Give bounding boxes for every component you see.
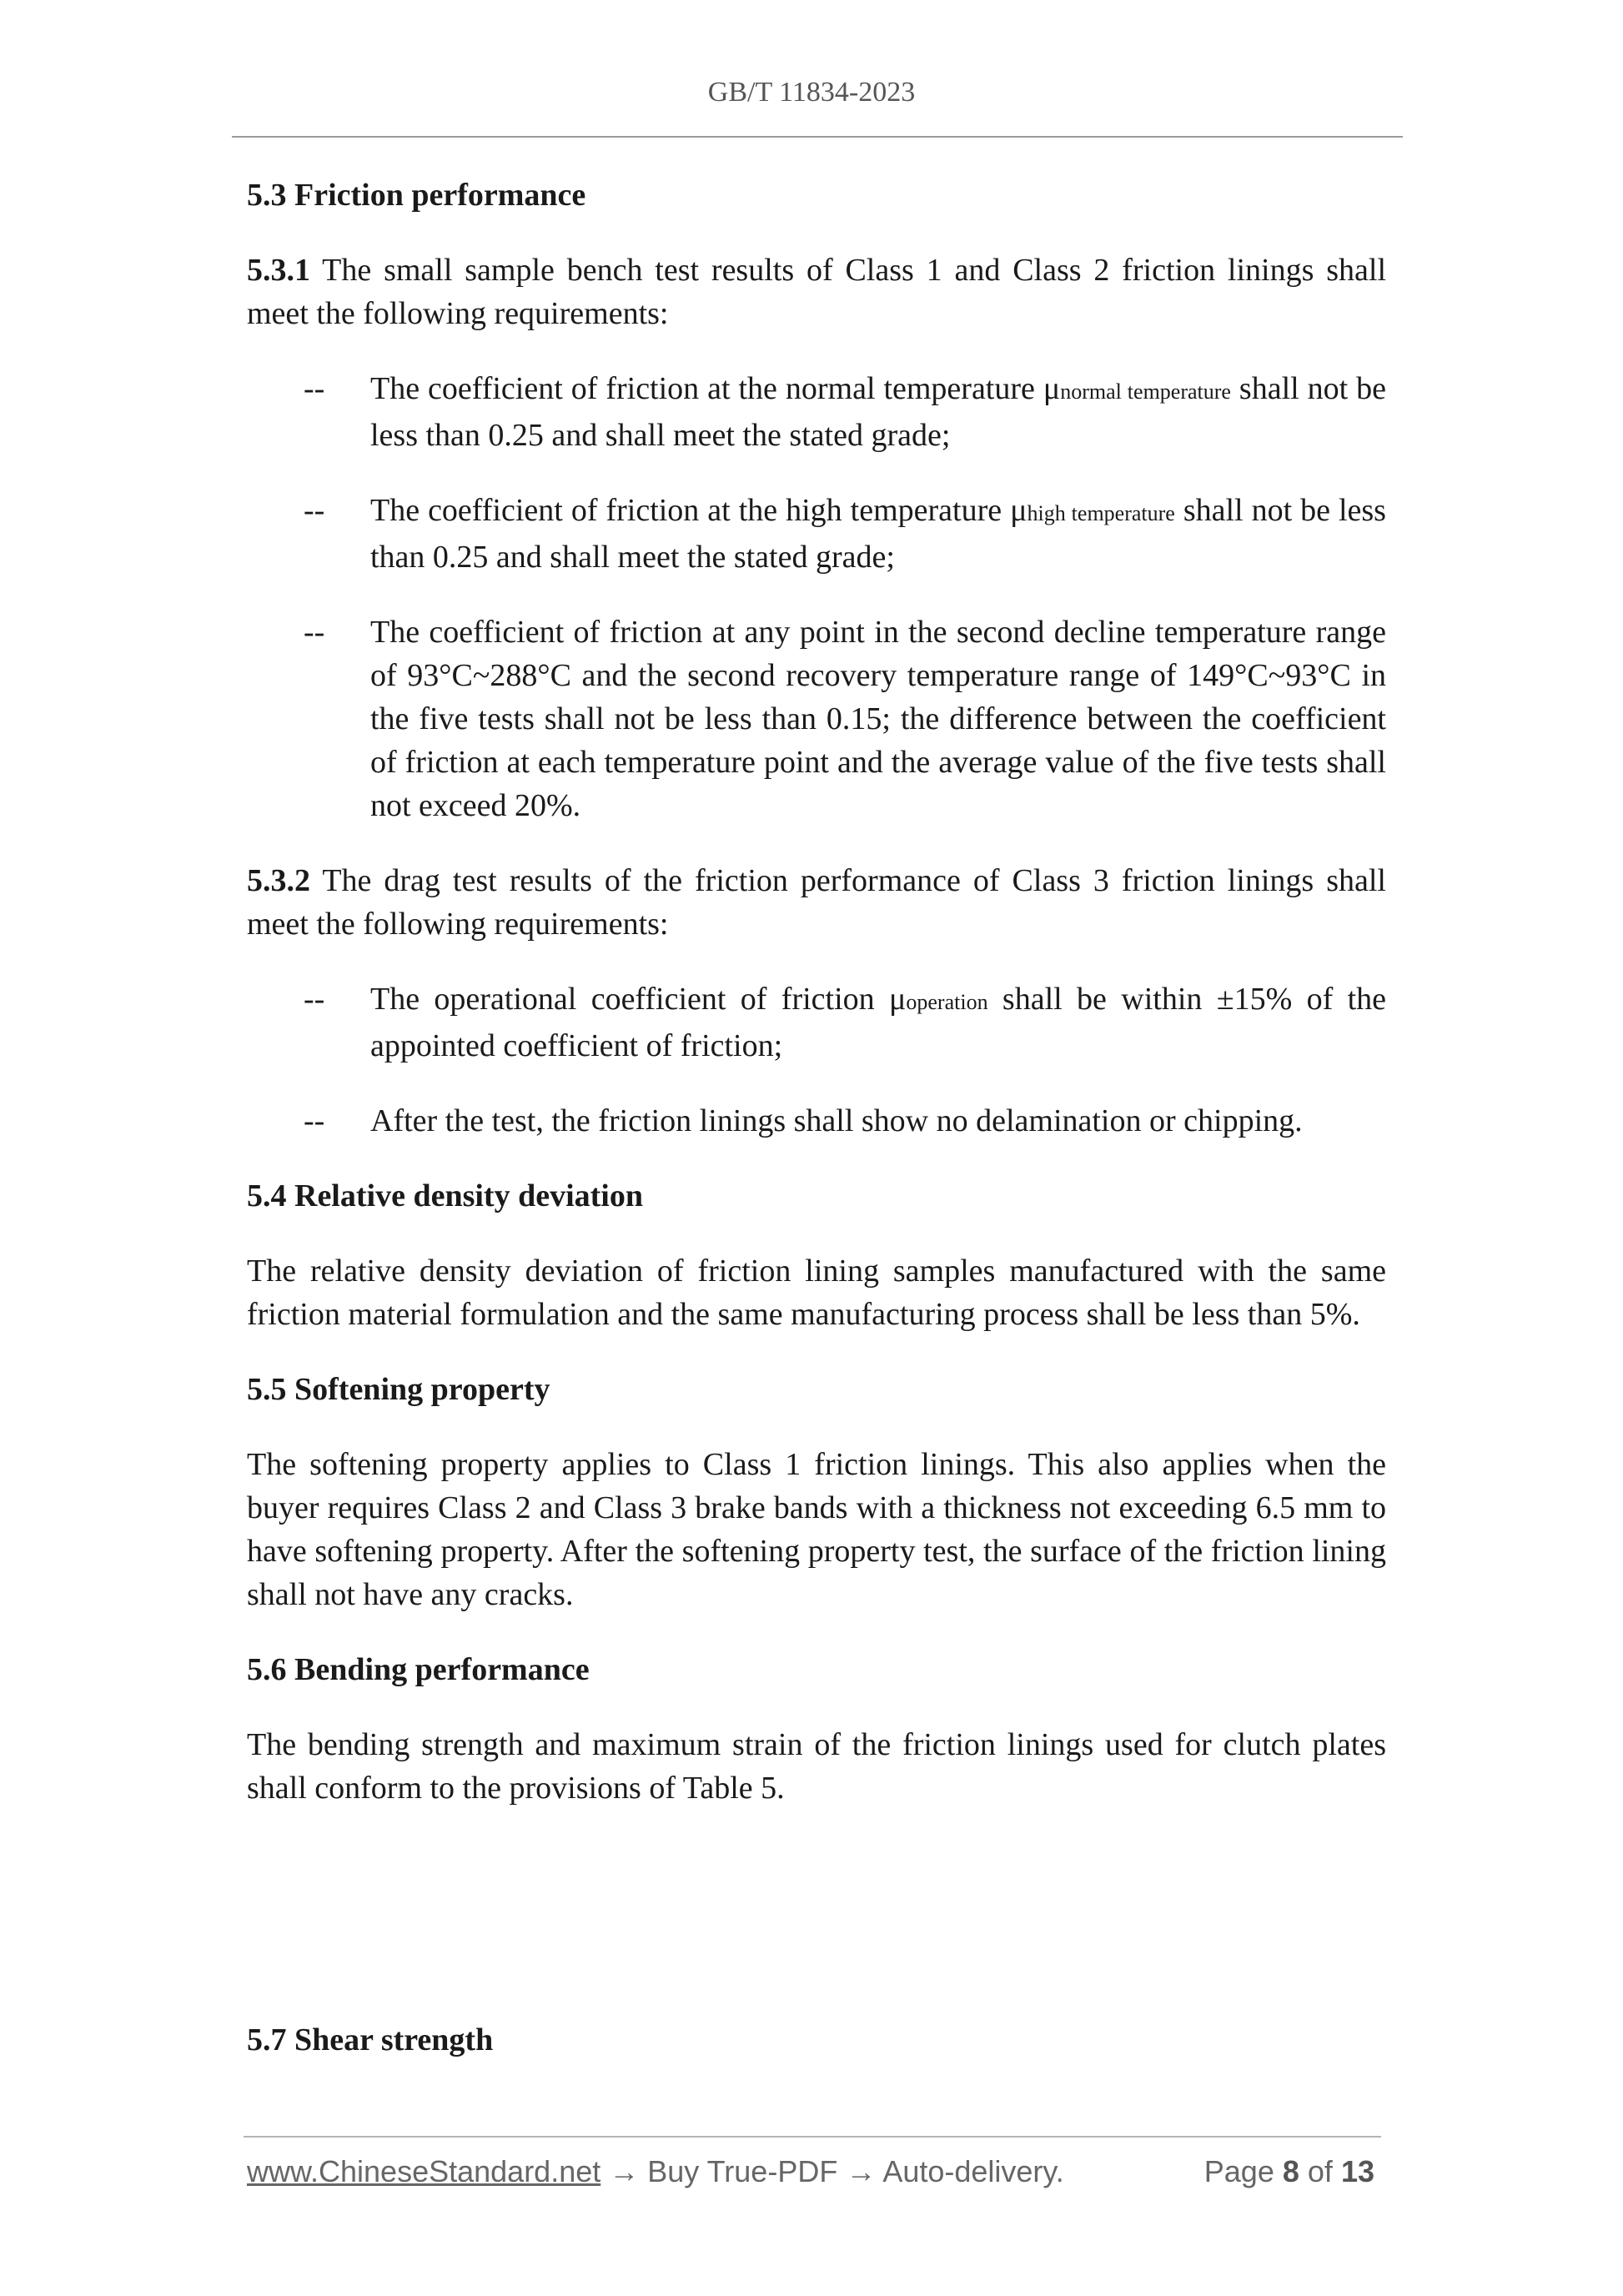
heading-5-3: 5.3 Friction performance: [247, 178, 586, 213]
heading-5-7: 5.7 Shear strength: [247, 2022, 494, 2057]
list-bullet: --: [304, 493, 325, 528]
list-bullet: --: [304, 371, 325, 406]
clause-text: The small sample bench test results of Class 1 and Class 2 friction linings shall meet the following requirements:: [247, 253, 1386, 331]
list-item: [247, 977, 1386, 1068]
list-bullet: --: [304, 615, 325, 650]
page-header: GB/T 11834-2023: [707, 77, 916, 108]
page-label: Page: [1203, 2154, 1274, 2188]
item-text: shall be within ±15% of the appointed coefficient of friction;: [370, 982, 1387, 1063]
item-text: The coefficient of friction at the high temperature μ: [370, 493, 1028, 528]
current-page-number: 8: [1282, 2154, 1299, 2188]
list-bullet: --: [304, 982, 325, 1017]
clause-number: 5.3.1: [247, 253, 310, 288]
document-body: [247, 173, 1386, 2062]
list-item: [247, 367, 1386, 457]
page-indicator: [1204, 2154, 1374, 2189]
list-item: [247, 610, 1386, 827]
paragraph-5-4: The relative density deviation of friction lining samples manufactured with the same friction material formulation and the same manufacturing process shall be less than 5%.: [247, 1254, 1386, 1332]
heading-5-6: 5.6 Bending performance: [247, 1652, 590, 1687]
mu-subscript: normal temperature: [1060, 379, 1231, 404]
heading-5-4: 5.4 Relative density deviation: [247, 1178, 643, 1213]
page-footer: [247, 2154, 1381, 2196]
list-item: [247, 489, 1386, 579]
clause-5-3-1: [247, 249, 1386, 335]
footer-promo-text: → Buy True-PDF → Auto-delivery.: [600, 2154, 1064, 2188]
footer-promo: [247, 2154, 1064, 2189]
mu-subscript: high temperature: [1027, 501, 1175, 525]
list-item: [247, 1099, 1386, 1143]
page-of-label: of: [1307, 2154, 1333, 2188]
header-rule: [232, 136, 1403, 138]
item-text: shall not be less than 0.25 and shall meet the stated grade;: [370, 371, 1386, 453]
item-text: The operational coefficient of friction μ: [370, 982, 907, 1017]
item-text: The coefficient of friction at the normal temperature μ: [370, 371, 1061, 406]
mu-subscript: operation: [906, 990, 988, 1014]
clause-number: 5.3.2: [247, 863, 310, 898]
item-text: shall not be less than 0.25 and shall meet the stated grade;: [370, 493, 1386, 575]
paragraph-5-6: The bending strength and maximum strain of the friction linings used for clutch plates shall conform to the provisions of Table 5.: [247, 1727, 1386, 1806]
heading-5-5: 5.5 Softening property: [247, 1372, 550, 1407]
list-bullet: --: [304, 1103, 325, 1138]
website-link[interactable]: www.ChineseStandard.net: [247, 2154, 601, 2188]
paragraph-5-5: The softening property applies to Class 1 friction linings. This also applies when the buyer requires Class 2 and Class 3 brake bands with a thickness not exceeding 6.5 mm to have softening property. After the softening property test, the surface of the friction lining shall not have any cracks.: [247, 1447, 1386, 1612]
footer-rule: [244, 2136, 1381, 2138]
item-text: After the test, the friction linings shall show no delamination or chipping.: [370, 1103, 1303, 1138]
total-page-number: 13: [1340, 2154, 1374, 2188]
clause-text: The drag test results of the friction performance of Class 3 friction linings shall meet the following requirements:: [247, 863, 1386, 942]
clause-5-3-2: [247, 859, 1386, 946]
item-text: The coefficient of friction at any point in the second decline temperature range of 93°C~288°C and the second recovery temperature range of 149°C~93°C in the five tests shall not be less than 0.15; the difference between the coefficient of friction at each temperature point and the average value of the five tests shall not exceed 20%.: [370, 615, 1386, 823]
